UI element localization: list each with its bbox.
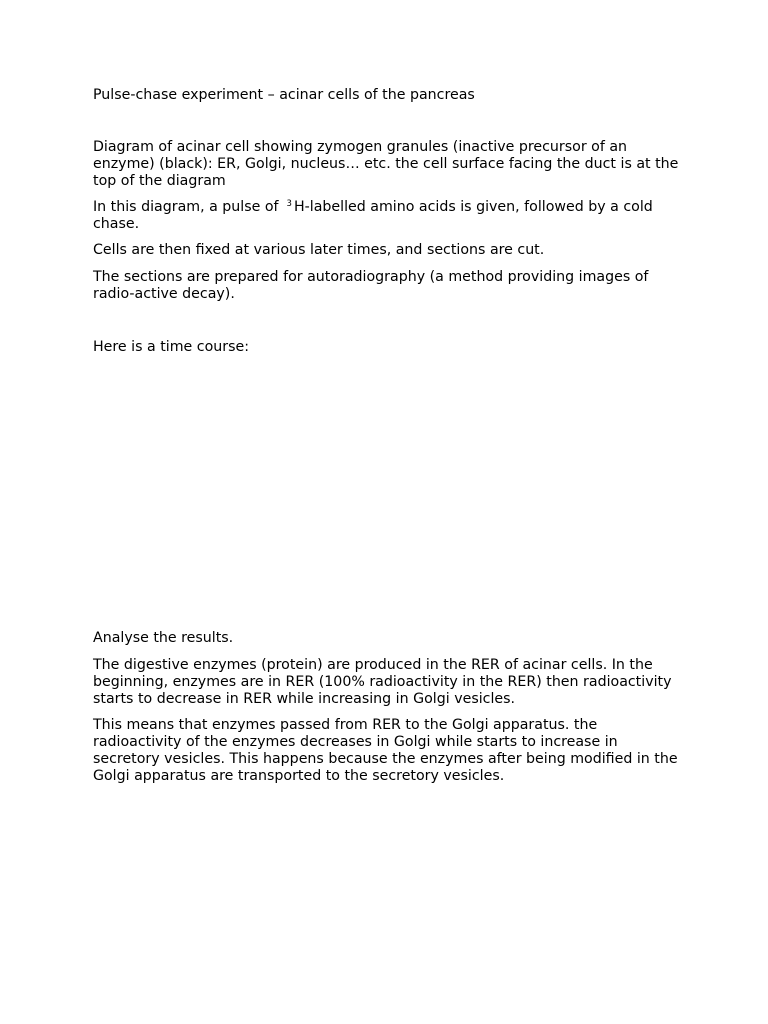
time-course-label: Here is a time course:: [93, 339, 249, 355]
isotope-superscript: 3: [286, 199, 292, 209]
intro-paragraph: Diagram of acinar cell showing zymogen granules (inactive precursor of an enzyme) (black): ER, Golgi, nucleus… etc. the cell surface facing the duct is at the top of the diagram: [93, 139, 679, 189]
pulse-paragraph: [93, 199, 683, 233]
analyse-prompt: Analyse the results.: [93, 630, 234, 646]
figure-placeholder: [93, 370, 673, 615]
answer-paragraph-1: The digestive enzymes (protein) are produced in the RER of acinar cells. In the beginning, enzymes are in RER (100% radioactivity in the RER) then radioactivity starts to decrease in RER while increasing in Golgi vesicles.: [93, 657, 672, 707]
pulse-text-after: H-labelled amino acids is given, followed by a cold chase.: [93, 199, 653, 232]
fixed-paragraph: Cells are then fixed at various later times, and sections are cut.: [93, 242, 545, 258]
answer-paragraph-2: This means that enzymes passed from RER to the Golgi apparatus. the radioactivity of the enzymes decreases in Golgi while starts to increase in secretory vesicles. This happens because the enzymes after being modified in the Golgi apparatus are transported to the secretory vesicles.: [93, 717, 678, 784]
pulse-text-before: In this diagram, a pulse of: [93, 199, 279, 215]
document-title: Pulse-chase experiment – acinar cells of the pancreas: [93, 87, 475, 103]
autoradiography-paragraph: The sections are prepared for autoradiography (a method providing images of radio-active decay).: [93, 269, 649, 302]
